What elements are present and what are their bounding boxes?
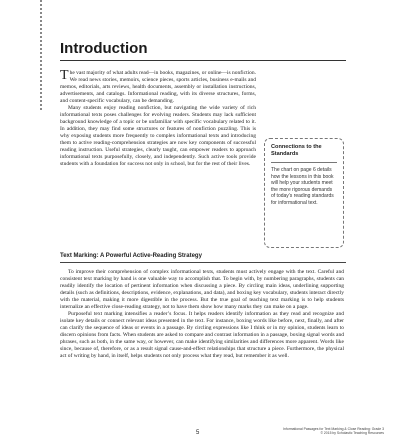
page-number: 5 (196, 430, 200, 436)
intro-paragraph-1 (60, 70, 256, 105)
intro-paragraph-1-text: he vast majority of what adults read—in books, magazines, or online—is nonfiction. We read news stories, memoirs, science pieces, sports articles, business e-mails and memos, editorials, arts reviews, health documents, assembly or installation instructions, advertisements, and catalogs. Informational reading, with its diverse structures, forms, and content-specific vocabulary, can be demanding. (60, 70, 256, 104)
page-title: Introduction (60, 40, 148, 57)
title-rule (60, 60, 346, 61)
credit-line-2: © 2015 by Scholastic Teaching Resources (320, 431, 384, 436)
credit-line-1: Informational Passages for Text Marking & Close Reading: Grade 3 (283, 427, 384, 431)
credit-line (274, 427, 384, 436)
sidebar-title: Connections to the Standards (271, 144, 322, 157)
drop-cap: T (60, 68, 69, 83)
section-rule (60, 262, 346, 263)
margin-dotted-line (40, 0, 42, 110)
sidebar-rule (271, 162, 337, 163)
intro-body (60, 70, 256, 168)
strategy-paragraph-2: Purposeful text marking intensifies a reader’s focus. It helps readers identify information as they read and recognize and isolate key details or connect relevant ideas presented in the text. For instance, boxing words like before, next, finally, and after can clarify the sequence of ideas or events in a passage. By circling expressions like I think or in my opinion, students learn to discern opinions from facts. When students are asked to compare and contrast information in a passage, boxing signal words and phrases, such as both, in the same way, or however, can make identifying similarities and differences more apparent. Words like since, because of, therefore, or as a result signal cause-and-effect relationships that structure a piece. Furthermore, the physical act of writing by hand, in itself, helps students not only process what they read, but remember it as well. (60, 311, 344, 359)
strategy-paragraph-1: To improve their comprehension of complex informational texts, students must actively engage with the text. Careful and consistent text marking by hand is one valuable way to accomplish that. To begin with, by numbering paragraphs, students can readily identify the location of pertinent information when discussing a piece. By circling main ideas, underlining supporting details (such as definitions, descriptions, evidence, explanations, and data), and boxing key vocabulary, students interact directly with the material, making it more digestible in the process. But the true goal of teaching text marking is to help students internalize an effective close-reading strategy, not to have them show how many marks they can make on a page. (60, 269, 344, 310)
sidebar-text: The chart on page 6 details how the lessons in this book will help your students meet the more rigorous demands of today’s reading standards for informational text. (271, 167, 334, 206)
section-heading: Text Marking: A Powerful Active-Reading Strategy (60, 253, 202, 259)
standards-sidebar (264, 138, 344, 248)
strategy-body (60, 269, 344, 360)
intro-paragraph-2: Many students enjoy reading nonfiction, but navigating the wide variety of rich informational texts poses challenges for evolving readers. Students may lack sufficient background knowledge of a topic or be unfamiliar with specific vocabulary related to it. In addition, they may find some structures or features of nonfiction puzzling. This is why exposing students more frequently to complex informational texts and introducing them to active reading-comprehension strategies are now key components of successful reading instruction. Useful strategies, clearly taught, can empower readers to approach informational texts purposefully, closely, and independently. Such active tools provide students with a foundation for success not only in school, but for the rest of their lives. (60, 105, 256, 167)
